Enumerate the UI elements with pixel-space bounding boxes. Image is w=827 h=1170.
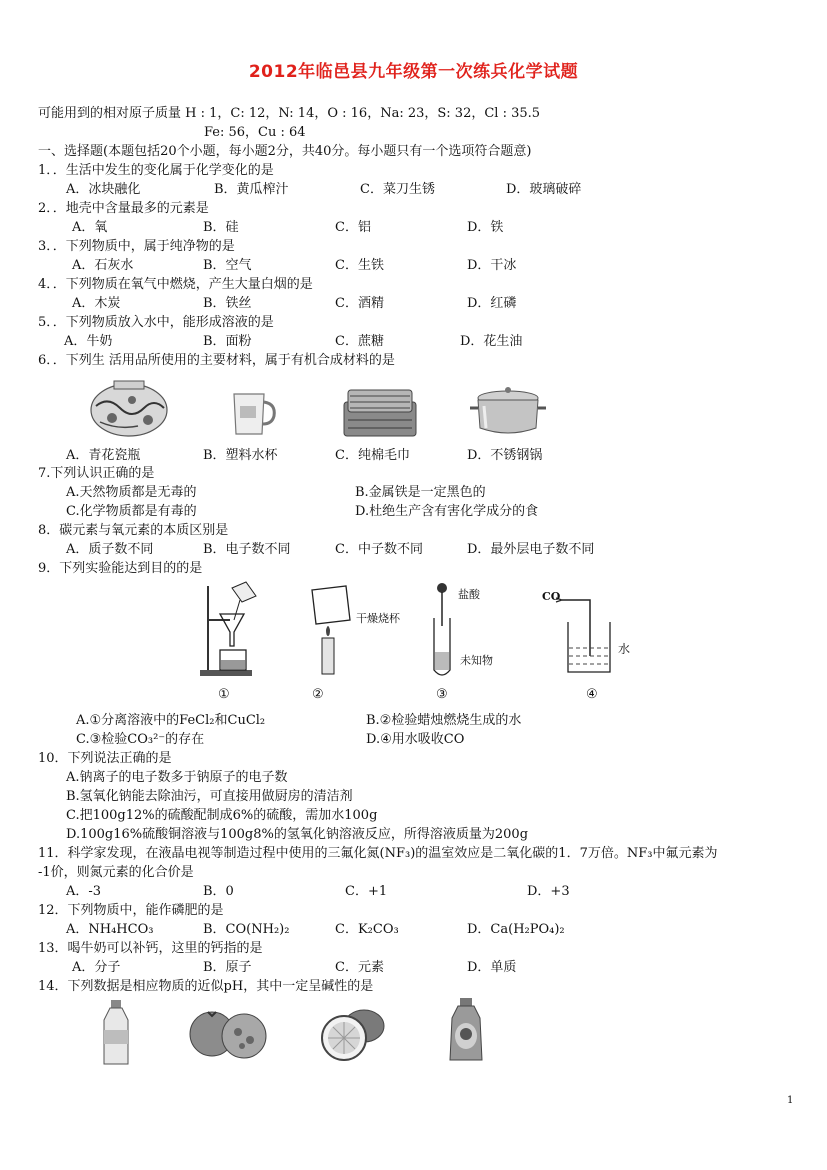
question-4-option-c: C．酒精 (335, 296, 384, 311)
question-6-option-d: D．不锈钢锅 (467, 448, 543, 463)
question-7-option-d: D.杜绝生产含有害化学成分的食 (355, 504, 539, 519)
question-4-option-a: A．木炭 (72, 296, 121, 311)
question-5-stem: 5．．下列物质放入水中，能形成溶液的是 (38, 315, 274, 330)
question-13-stem: 13．喝牛奶可以补钙，这里的钙指的是 (38, 941, 263, 956)
hydrochloric-acid-label: 盐酸 (458, 588, 480, 601)
question-1-option-c: C．菜刀生锈 (360, 182, 435, 197)
atomic-mass-line-1: 可能用到的相对原子质量 H : 1，C: 12，N: 14，O : 16，Na: 23，S: 32，Cl : 35.5 (38, 106, 541, 121)
question-2-option-c: C．铝 (335, 220, 371, 235)
question-8-option-d: D．最外层电子数不同 (467, 542, 595, 557)
cotton-towel-image (340, 382, 420, 440)
question-12-option-b: B．CO(NH₂)₂ (203, 922, 290, 937)
question-7-stem: 7.下列认识正确的是 (38, 466, 155, 481)
question-1-option-a: A．冰块融化 (66, 182, 141, 197)
question-9-option-d: D.④用水吸收CO (366, 732, 465, 747)
question-3-stem: 3．．下列物质中，属于纯净物的是 (38, 239, 235, 254)
apparatus-number-4: ④ (586, 687, 598, 702)
question-11-stem-line-2: -1价，则氮元素的化合价是 (38, 865, 194, 880)
question-3-option-c: C．生铁 (335, 258, 384, 273)
question-11-stem-line-1: 11．科学家发现，在液晶电视等制造过程中使用的三氟化氮(NF₃)的温室效应是二氧化碳的1．7万倍。NF₃中氟元素为 (38, 846, 718, 861)
question-6-option-c: C．纯棉毛巾 (335, 448, 410, 463)
tomato-image (186, 1006, 270, 1060)
question-1-stem: 1．．生活中发生的变化属于化学变化的是 (38, 163, 274, 178)
question-9-option-c: C.③检验CO₃²⁻的存在 (76, 732, 205, 747)
question-6-option-b: B．塑料水杯 (203, 448, 278, 463)
porcelain-vase-image (88, 378, 170, 438)
lemon-image (316, 1004, 388, 1062)
question-8-option-a: A．质子数不同 (66, 542, 154, 557)
question-4-stem: 4．．下列物质在氧气中燃烧，产生大量白烟的是 (38, 277, 313, 292)
question-4-option-b: B．铁丝 (203, 296, 252, 311)
question-6-stem: 6．．下列生 活用品所使用的主要材料，属于有机合成材料的是 (38, 353, 395, 368)
filtration-apparatus-image (196, 580, 266, 680)
section-heading: 一、选择题(本题包括20个小题，每小题2分，共40分。每小题只有一个选项符合题意) (38, 144, 532, 159)
page-title: 2012年临邑县九年级第一次练兵化学试题 (248, 62, 579, 82)
question-5-option-d: D．花生油 (460, 334, 523, 349)
question-9-option-a: A.①分离溶液中的FeCl₂和CuCl₂ (76, 713, 266, 728)
question-3-option-b: B．空气 (203, 258, 252, 273)
co-gas-label: CO (542, 590, 561, 603)
question-2-option-a: A．氧 (72, 220, 108, 235)
question-14-stem: 14．下列数据是相应物质的近似pH，其中一定呈碱性的是 (38, 979, 374, 994)
question-8-option-b: B．电子数不同 (203, 542, 291, 557)
question-11-option-b: B．0 (203, 884, 234, 899)
question-1-option-d: D．玻璃破碎 (506, 182, 582, 197)
question-10-option-c: C.把100g12%的硫酸配制成6%的硫酸，需加水100g (66, 808, 378, 823)
page-number: 1 (787, 1095, 794, 1106)
sauce-bottle-image (444, 996, 488, 1066)
test-tube-dropper-apparatus-image (428, 582, 458, 682)
water-label: 水 (618, 642, 631, 656)
question-3-option-a: A．石灰水 (72, 258, 134, 273)
question-7-option-a: A.天然物质都是无毒的 (66, 485, 197, 500)
apparatus-number-2: ② (312, 687, 324, 702)
question-7-option-c: C.化学物质都是有毒的 (66, 504, 197, 519)
question-10-option-d: D.100g16%硫酸铜溶液与100g8%的氢氧化钠溶液反应，所得溶液质量为200g (66, 827, 529, 842)
question-3-option-d: D．干冰 (467, 258, 517, 273)
question-11-option-d: D．+3 (527, 884, 570, 899)
question-2-stem: 2．．地壳中含量最多的元素是 (38, 201, 209, 216)
question-11-option-a: A．-3 (66, 884, 102, 899)
question-5-option-b: B．面粉 (203, 334, 252, 349)
question-12-stem: 12．下列物质中，能作磷肥的是 (38, 903, 224, 918)
question-2-option-d: D．铁 (467, 220, 504, 235)
question-13-option-d: D．单质 (467, 960, 517, 975)
question-10-option-b: B.氢氧化钠能去除油污，可直接用做厨房的清洁剂 (66, 789, 353, 804)
dry-beaker-label: 干燥烧杯 (356, 612, 400, 625)
question-10-stem: 10．下列说法正确的是 (38, 751, 172, 766)
plastic-cup-image (228, 388, 280, 440)
question-12-option-c: C．K₂CO₃ (335, 922, 399, 937)
apparatus-number-3: ③ (436, 687, 448, 702)
question-13-option-b: B．原子 (203, 960, 252, 975)
candle-beaker-apparatus-image (302, 584, 362, 680)
question-11-option-c: C．+1 (345, 884, 388, 899)
question-1-option-b: B．黄瓜榨汁 (214, 182, 289, 197)
question-9-stem: 9．下列实验能达到目的的是 (38, 561, 203, 576)
question-4-option-d: D．红磷 (467, 296, 517, 311)
question-13-option-c: C．元素 (335, 960, 384, 975)
question-10-option-a: A.钠离子的电子数多于钠原子的电子数 (66, 770, 288, 785)
question-12-option-a: A．NH₄HCO₃ (66, 922, 154, 937)
question-5-option-c: C．蔗糖 (335, 334, 384, 349)
question-8-stem: 8．碳元素与氧元素的本质区别是 (38, 523, 229, 538)
unknown-substance-label: 未知物 (460, 654, 493, 667)
question-12-option-d: D．Ca(H₂PO₄)₂ (467, 922, 565, 937)
question-2-option-b: B．硅 (203, 220, 239, 235)
question-9-option-b: B.②检验蜡烛燃烧生成的水 (366, 713, 522, 728)
atomic-mass-line-2: Fe: 56，Cu : 64 (204, 125, 306, 140)
question-13-option-a: A．分子 (72, 960, 121, 975)
steel-pot-image (468, 384, 548, 440)
apparatus-number-1: ① (218, 687, 230, 702)
question-7-option-b: B.金属铁是一定黑色的 (355, 485, 486, 500)
question-8-option-c: C．中子数不同 (335, 542, 423, 557)
question-5-option-a: A．牛奶 (64, 334, 113, 349)
water-bottle-image (100, 998, 132, 1068)
question-6-option-a: A．青花瓷瓶 (66, 448, 141, 463)
